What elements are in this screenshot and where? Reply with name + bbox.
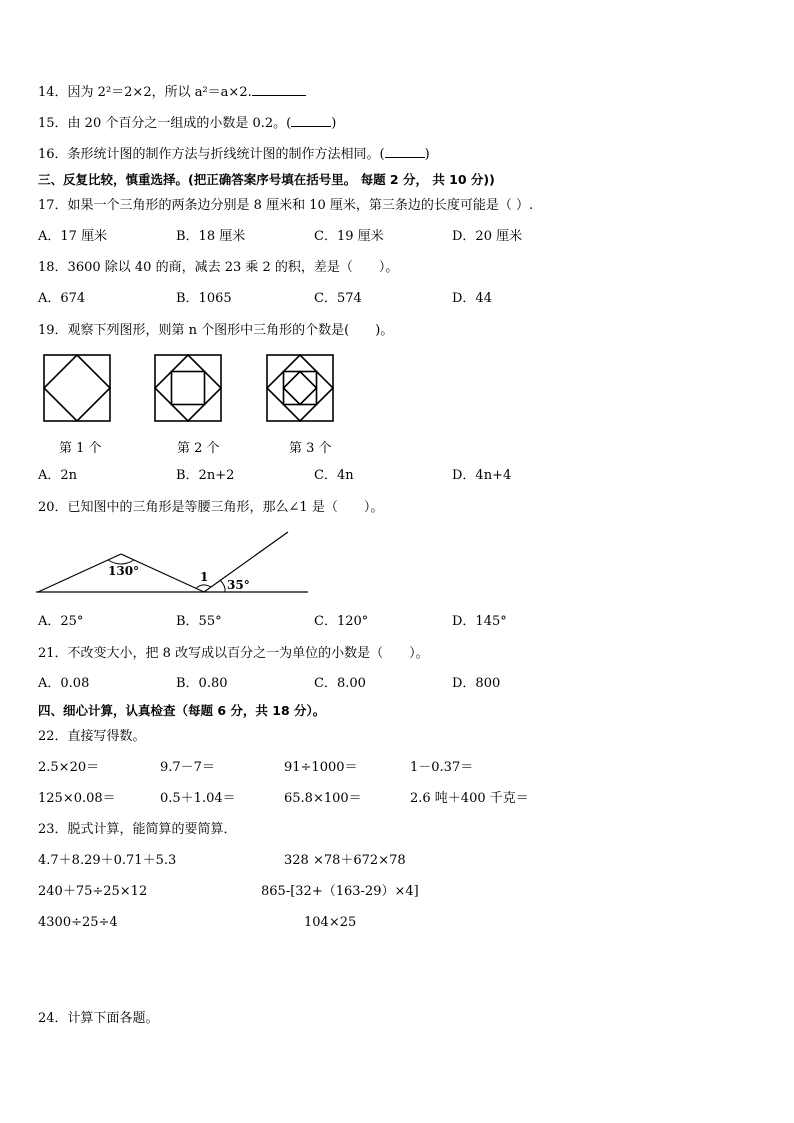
q23-item: 4.7＋8.29＋0.71＋5.3 — [38, 853, 177, 868]
q19-caption-3: 第 3 个 — [289, 441, 332, 456]
q20-label-130: 130° — [108, 564, 140, 578]
q17-option-b[interactable]: B．18 厘米 — [176, 229, 246, 244]
answer-blank[interactable] — [291, 114, 331, 127]
question-21-text: 21．不改变大小，把 8 改写成以百分之一为单位的小数是（ ）。 — [38, 646, 429, 661]
q20-label-35: 35° — [227, 578, 250, 592]
q20-option-a[interactable]: A．25° — [38, 614, 84, 629]
q22-item: 2.6 吨＋400 千克＝ — [410, 791, 529, 806]
q21-option-c[interactable]: C．8.00 — [314, 676, 366, 691]
q18-option-b[interactable]: B．1065 — [176, 291, 232, 306]
q22-item: 2.5×20＝ — [38, 760, 100, 775]
q18-option-a[interactable]: A．674 — [38, 291, 86, 306]
q19-figure-2 — [154, 354, 222, 422]
question-19-text: 19．观察下列图形，则第 n 个图形中三角形的个数是( )。 — [38, 323, 394, 338]
question-24-text: 24．计算下面各题。 — [38, 1011, 159, 1026]
q19-figure-3 — [266, 354, 334, 422]
q23-item: 328 ×78＋672×78 — [284, 853, 406, 868]
q21-option-a[interactable]: A．0.08 — [38, 676, 90, 691]
q21-option-b[interactable]: B．0.80 — [176, 676, 228, 691]
section-4-heading: 四、细心计算，认真检查（每题 6 分，共 18 分）。 — [38, 703, 326, 718]
q19-caption-1: 第 1 个 — [59, 441, 102, 456]
q17-option-d[interactable]: D．20 厘米 — [452, 229, 523, 244]
q19-option-c[interactable]: C．4n — [314, 468, 354, 483]
q22-item: 9.7－7＝ — [160, 760, 215, 775]
q22-item: 65.8×100＝ — [284, 791, 362, 806]
paren-close: ) — [331, 116, 337, 131]
q20-option-c[interactable]: C．120° — [314, 614, 369, 629]
question-14-text: 14．因为 2²＝2×2，所以 a²＝a×2. — [38, 85, 252, 100]
question-22-text: 22．直接写得数。 — [38, 729, 146, 744]
q22-item: 91÷1000＝ — [284, 760, 358, 775]
q19-caption-2: 第 2 个 — [177, 441, 220, 456]
question-15 — [38, 114, 336, 133]
section-3-heading: 三、反复比较，慎重选择。(把正确答案序号填在括号里。 每题 2 分， 共 10 分)) — [38, 172, 495, 187]
q17-option-c[interactable]: C．19 厘米 — [314, 229, 384, 244]
q23-item: 865-[32+（163-29）×4] — [261, 884, 419, 899]
q23-item: 104×25 — [304, 915, 357, 930]
q19-option-d[interactable]: D．4n+4 — [452, 468, 512, 483]
q20-triangle-figure — [36, 530, 311, 600]
q19-figure-1 — [43, 354, 111, 422]
q23-item: 4300÷25÷4 — [38, 915, 118, 930]
q17-option-a[interactable]: A．17 厘米 — [38, 229, 108, 244]
answer-blank[interactable] — [385, 145, 425, 158]
answer-blank[interactable] — [252, 83, 306, 96]
q22-item: 0.5＋1.04＝ — [160, 791, 236, 806]
question-18-text: 18．3600 除以 40 的商，减去 23 乘 2 的积，差是（ ）。 — [38, 260, 399, 275]
question-15-text: 15．由 20 个百分之一组成的小数是 0.2。( — [38, 116, 292, 131]
question-16-text: 16．条形统计图的制作方法与折线统计图的制作方法相同。( — [38, 147, 385, 162]
question-16 — [38, 145, 430, 164]
q18-option-d[interactable]: D．44 — [452, 291, 492, 306]
q19-option-a[interactable]: A．2n — [38, 468, 78, 483]
q20-option-d[interactable]: D．145° — [452, 614, 507, 629]
q21-option-d[interactable]: D．800 — [452, 676, 501, 691]
question-20-text: 20．已知图中的三角形是等腰三角形，那么∠1 是（ ）。 — [38, 500, 384, 515]
question-17-text: 17．如果一个三角形的两条边分别是 8 厘米和 10 厘米，第三条边的长度可能是（ ）. — [38, 198, 534, 213]
paren-close: ) — [424, 147, 430, 162]
q20-option-b[interactable]: B．55° — [176, 614, 222, 629]
q22-item: 125×0.08＝ — [38, 791, 116, 806]
q19-option-b[interactable]: B．2n+2 — [176, 468, 235, 483]
q22-item: 1－0.37＝ — [410, 760, 474, 775]
q20-label-angle-1: 1 — [200, 570, 209, 584]
q18-option-c[interactable]: C．574 — [314, 291, 362, 306]
question-23-text: 23．脱式计算，能简算的要简算． — [38, 822, 237, 837]
question-14 — [38, 83, 306, 102]
q23-item: 240＋75÷25×12 — [38, 884, 148, 899]
